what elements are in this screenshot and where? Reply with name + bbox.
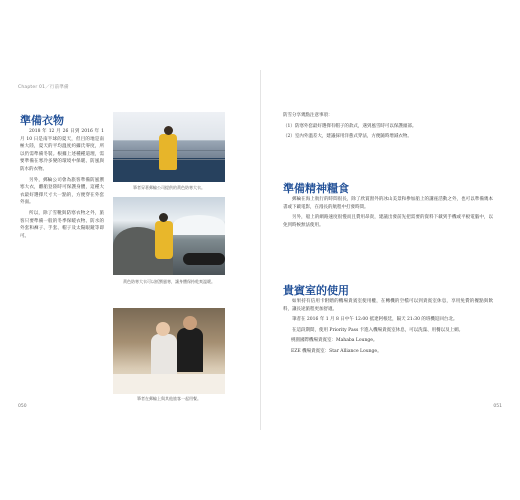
- right-paragraph: 另外，船上的網路速度很慢而且費用昂貴，建議出發前先把需要的資料下載到手機或平板電腦中，以免到時候無法使用。: [283, 215, 493, 228]
- left-body-text: [20, 128, 104, 243]
- left-paragraph: 另外，郵輪公司會為旅客準備防風禦寒大衣，離船登陸時可保護身體，這種大衣最好選擇尺寸大一點的，方便穿在外套外面。: [20, 177, 104, 206]
- lounge-list: [283, 337, 493, 355]
- right-bottom-text: [283, 298, 493, 359]
- list-item: 桃園國際機場貴賓室：Mahaba Lounge。: [291, 338, 378, 344]
- right-mid-text: [283, 196, 493, 232]
- right-paragraph: 郵輪在海上航行的時間很長，除了欣賞窗外的冰山美景和參加船上的講座活動之外，也可以準備幾本書或下載電影，在漫長的航程中打發時間。: [283, 197, 493, 210]
- section-heading-food: 準備精神糧食: [283, 182, 349, 195]
- chapter-label: Chapter 01／行前準備: [18, 85, 69, 90]
- section-heading-lounge: 貴賓室的使用: [283, 284, 349, 297]
- section-heading-clothing: 準備衣物: [20, 114, 64, 127]
- right-paragraph: （2）室內外溫差大，建議採用洋蔥式穿法，方便隨時增減衣物。: [283, 134, 412, 140]
- page-number-left: 050: [18, 404, 27, 409]
- photo-caption: 黃色防寒大衣可以抵禦風寒，讓身體保持乾爽溫暖。: [123, 279, 215, 284]
- right-paragraph: 在這段期間，使用 Priority Pass 卡進入機場貴賓室休息，可以洗澡、用餐以及上網。: [292, 327, 464, 333]
- right-paragraph: （1）防寒外套最好選擇有帽子的款式，遇到風雪時可以保護頭部。: [283, 123, 417, 129]
- right-top-text: [283, 112, 493, 144]
- right-paragraph: 防雪分享幾點注意事項：: [283, 113, 333, 118]
- photo-antarctic-shore: [113, 197, 225, 275]
- page-number-right: 051: [493, 404, 502, 409]
- photo-dining: [113, 308, 225, 394]
- left-paragraph: 所以，除了雪靴與防寒衣物之外，旅客只要準備一般的冬季保暖衣物、防水的外套和褲子、手套、帽子及太陽眼鏡等即可。: [20, 210, 104, 239]
- right-paragraph: 如果持有信用卡附贈的機場貴賓室使用權，在轉機的空檔可以到貴賓室休息，享用免費的餐點與飲料，讓長途旅程更加舒適。: [283, 299, 493, 312]
- list-item: EZE 機場貴賓室：Star Alliance Lounge。: [291, 348, 382, 354]
- photo-caption: 筆者在郵輪上與其他旅客一起用餐。: [137, 396, 201, 401]
- right-paragraph: 筆者在 2016 年 1 月 8 日中午 12:00 抵達阿根廷，隔天 21:30 的班機返回台北。: [292, 317, 458, 323]
- photo-ship-deck: [113, 112, 225, 182]
- left-paragraph: 2018 年 12 月 26 日到 2016 年 1 月 10 日是南半球的夏天，但目的地是南極大陸，夏天的平均溫度約攝氏零度，所以仍需準備冬裝。根據上述種種道理，需要準備在寒冷多變的環境中保暖、防風與防水的衣物。: [20, 129, 104, 172]
- photo-caption: 筆者穿著郵輪公司提供的黃色防寒大衣。: [133, 185, 205, 190]
